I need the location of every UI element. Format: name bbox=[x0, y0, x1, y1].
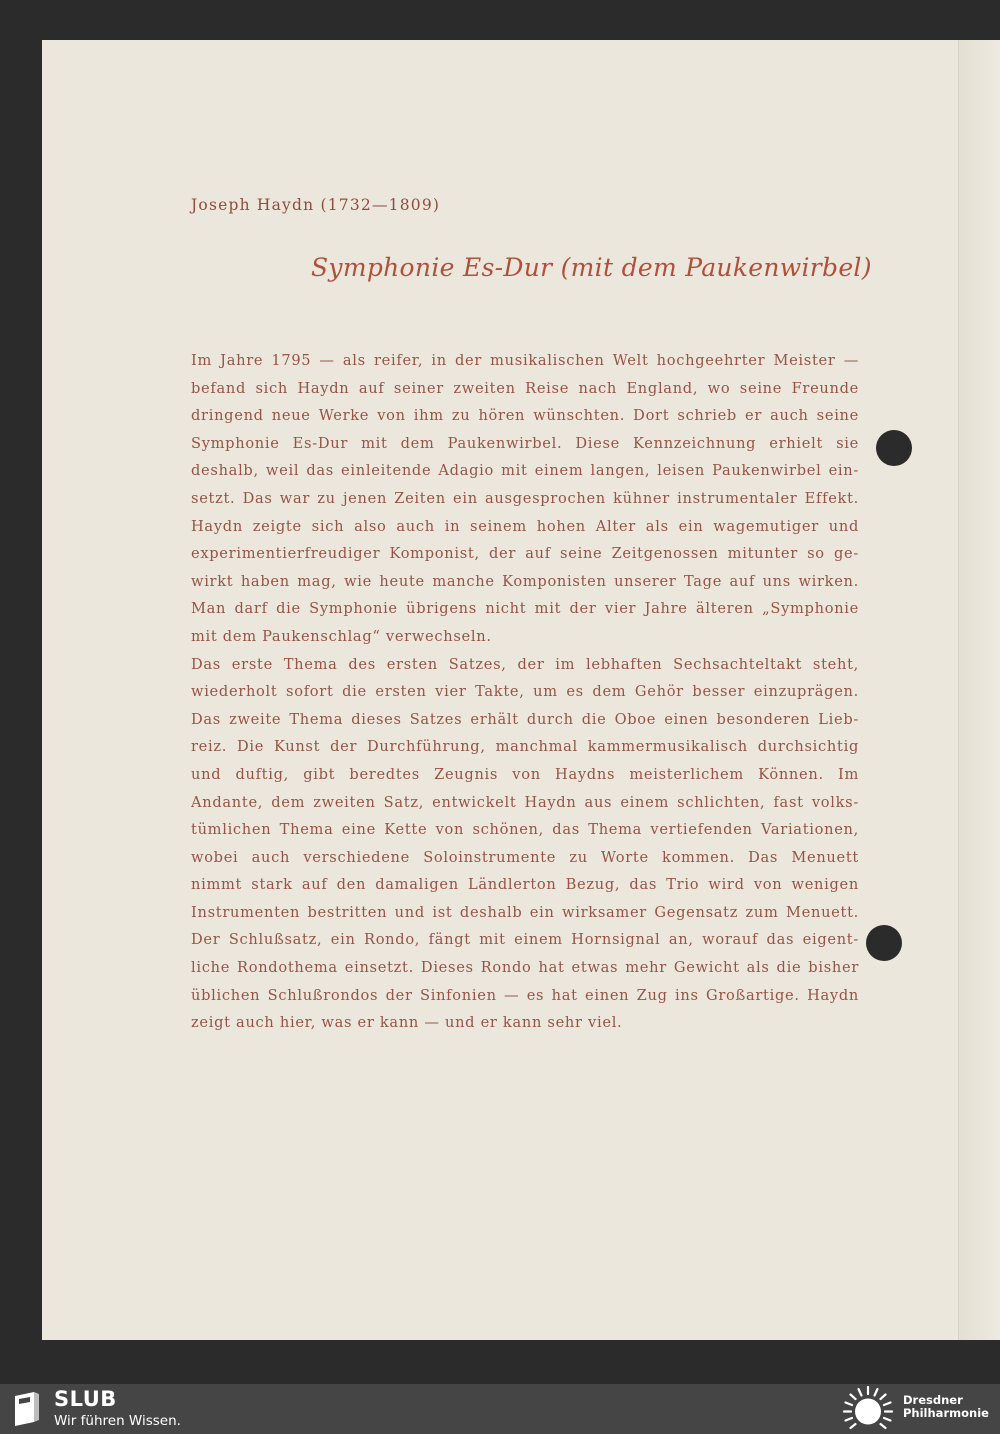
text-line: experimentierfreudiger Komponist, der auf seine Zeitgenossen mitunter so ge- bbox=[191, 545, 859, 563]
text-line: setzt. Das war zu jenen Zeiten ein ausgesprochen kühner instrumentaler Effekt. bbox=[191, 489, 859, 507]
text-line: wobei auch verschiedene Soloinstrumente zu Worte kommen. Das Menuett bbox=[191, 848, 859, 866]
footer-bar bbox=[0, 1384, 1000, 1434]
text-line: mit dem Paukenschlag“ verwechseln. bbox=[191, 627, 492, 645]
partner-name bbox=[903, 1394, 995, 1420]
text-line: reiz. Die Kunst der Durchführung, manchmal kammermusikalisch durchsichtig bbox=[191, 738, 859, 756]
philharmonie-logo-icon[interactable] bbox=[840, 1386, 896, 1432]
text-line: befand sich Haydn auf seiner zweiten Reise nach England, wo seine Freunde bbox=[191, 379, 859, 397]
text-line: Man darf die Symphonie übrigens nicht mit der vier Jahre älteren „Symphonie bbox=[191, 600, 859, 618]
slub-logo-icon[interactable] bbox=[12, 1389, 42, 1427]
text-line: und duftig, gibt beredtes Zeugnis von Haydns meisterlichem Können. Im bbox=[191, 765, 859, 783]
text-line: tümlichen Thema eine Kette von schönen, das Thema vertiefenden Variationen, bbox=[191, 821, 859, 839]
punch-hole bbox=[866, 925, 902, 961]
text-line: Im Jahre 1795 — als reifer, in der musikalischen Welt hochgeehrter Meister — bbox=[191, 352, 859, 369]
text-line: Instrumenten bestritten und ist deshalb ein wirksamer Gegensatz zum Menuett. bbox=[191, 903, 859, 921]
partner-name-line1: Dresdner bbox=[903, 1393, 963, 1407]
text-line: Das erste Thema des ersten Satzes, der im lebhaften Sechsachteltakt steht, bbox=[191, 655, 859, 673]
author-line: Joseph Haydn (1732—1809) bbox=[191, 196, 441, 214]
text-line: Das zweite Thema dieses Satzes erhält durch die Oboe einen besonderen Lieb- bbox=[191, 710, 859, 728]
document-title: Symphonie Es-Dur (mit dem Paukenwirbel) bbox=[311, 253, 872, 282]
text-line: wirkt haben mag, wie heute manche Komponisten unserer Tage auf uns wirken. bbox=[191, 572, 859, 590]
text-line: üblichen Schlußrondos der Sinfonien — es hat einen Zug ins Großartige. Haydn bbox=[191, 986, 859, 1004]
library-name[interactable]: SLUB bbox=[54, 1387, 117, 1411]
text-line: liche Rondothema einsetzt. Dieses Rondo hat etwas mehr Gewicht als die bisher bbox=[191, 959, 859, 977]
partner-name-line2: Philharmonie bbox=[903, 1406, 989, 1420]
body-text bbox=[191, 347, 859, 1037]
page-fold-edge bbox=[958, 40, 1000, 1340]
text-line: Symphonie Es-Dur mit dem Paukenwirbel. Diese Kennzeichnung erhielt sie bbox=[191, 434, 859, 452]
text-line: dringend neue Werke von ihm zu hören wünschten. Dort schrieb er auch seine bbox=[191, 407, 859, 425]
text-line: deshalb, weil das einleitende Adagio mit einem langen, leisen Paukenwirbel ein- bbox=[191, 462, 859, 480]
library-tagline: Wir führen Wissen. bbox=[54, 1413, 181, 1429]
text-line: zeigt auch hier, was er kann — und er kann sehr viel. bbox=[191, 1014, 623, 1032]
text-line: Andante, dem zweiten Satz, entwickelt Haydn aus einem schlichten, fast volks- bbox=[191, 793, 859, 811]
text-line: wiederholt sofort die ersten vier Takte, um es dem Gehör besser einzuprägen. bbox=[191, 683, 859, 701]
text-line: Der Schlußsatz, ein Rondo, fängt mit einem Hornsignal an, worauf das eigent- bbox=[191, 931, 859, 949]
text-line: nimmt stark auf den damaligen Ländlerton Bezug, das Trio wird von wenigen bbox=[191, 876, 859, 894]
punch-hole bbox=[876, 430, 912, 466]
text-line: Haydn zeigte sich also auch in seinem hohen Alter als ein wagemutiger und bbox=[191, 517, 859, 535]
